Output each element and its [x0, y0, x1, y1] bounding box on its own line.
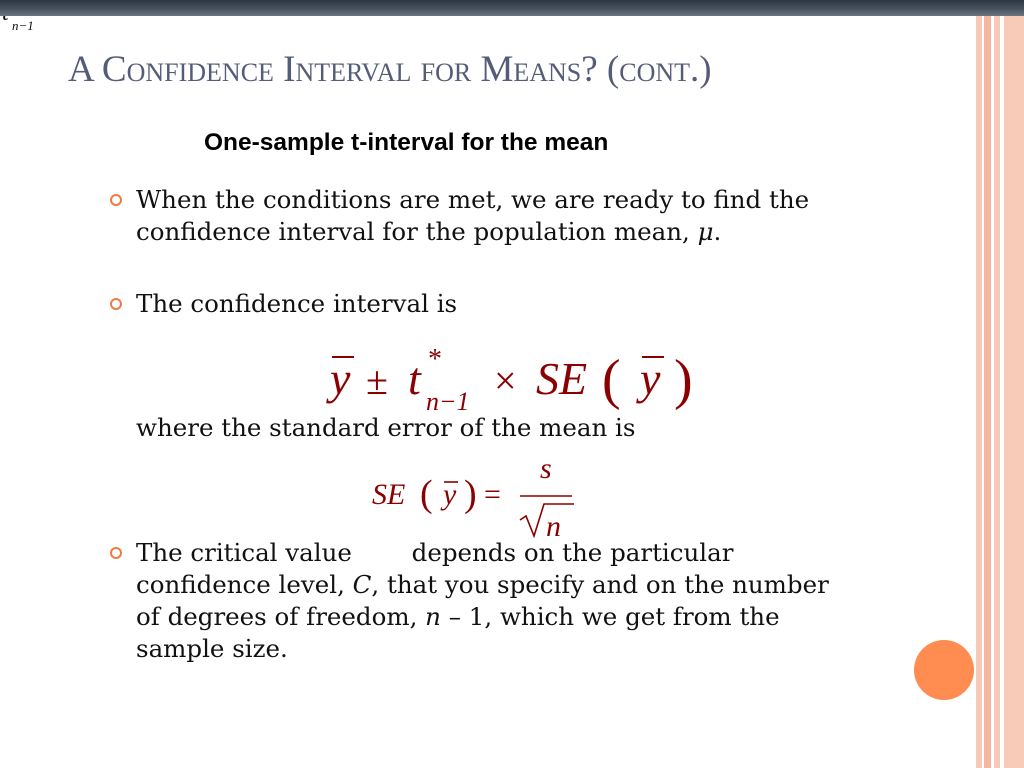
where-line: where the standard error of the mean is [136, 413, 636, 442]
y-bar-symbol: y [330, 353, 351, 404]
side-stripe [994, 16, 1000, 768]
n-symbol: n [425, 602, 441, 631]
bullet-text-segment: , that you specify and on the number [371, 570, 829, 599]
bullet-line [136, 216, 986, 248]
n-minus-1-subscript: n−1 [426, 387, 470, 416]
bullet-text [136, 184, 986, 248]
t-symbol: t [408, 353, 421, 404]
equals-symbol: = [484, 478, 501, 511]
numerator-s: s [540, 452, 552, 485]
left-paren: ( [420, 473, 433, 515]
right-paren: ) [464, 473, 477, 515]
side-stripe [1004, 16, 1024, 768]
circle-bullet-icon [110, 298, 122, 310]
y-bar-symbol: y [443, 478, 457, 511]
se-symbol: SE [536, 353, 588, 404]
times-symbol: × [494, 358, 517, 403]
y-bar-symbol: y [640, 353, 661, 404]
bullet-text-segment: – 1, which we get from the [440, 602, 780, 631]
slide-subtitle: One-sample t-interval for the mean [204, 129, 609, 156]
decorative-circle [914, 640, 974, 700]
left-paren: ( [602, 349, 621, 411]
bullet-line: When the conditions are met, we are ready to find the [136, 185, 810, 214]
confidence-interval-formula [318, 338, 718, 422]
bullet-text [136, 537, 986, 665]
bullet-text-segment: depends on the particular [411, 538, 734, 567]
standard-error-formula [370, 452, 590, 548]
circle-bullet-icon [110, 194, 122, 206]
bullet-text-segment: of degrees of freedom, [136, 602, 426, 631]
bullet-line: sample size. [136, 634, 288, 663]
bullet-text-segment: . [713, 217, 722, 246]
plus-minus-symbol: ± [366, 358, 388, 403]
right-paren: ) [674, 349, 693, 411]
bullet-text [136, 288, 986, 320]
denominator-n: n [546, 510, 561, 543]
bullet-text-segment: The critical value [136, 538, 360, 567]
bullet-text-segment: confidence interval for the population mean, [136, 217, 698, 246]
bullet-line [136, 601, 986, 633]
bullet-line: The confidence interval is [136, 289, 458, 318]
c-symbol: C [352, 570, 372, 599]
bullet-line [136, 569, 986, 601]
slide-title: A Confidence Interval for Means? (cont.) [68, 49, 712, 90]
se-symbol: SE [372, 478, 406, 511]
circle-bullet-icon [110, 547, 122, 559]
star-superscript: * [428, 344, 442, 375]
n-minus-1-subscript: n−1 [12, 18, 34, 33]
bullet-line [136, 537, 986, 569]
bullet-text-segment: confidence level, [136, 570, 353, 599]
top-bar [0, 0, 1024, 16]
mu-symbol: μ [697, 217, 714, 246]
